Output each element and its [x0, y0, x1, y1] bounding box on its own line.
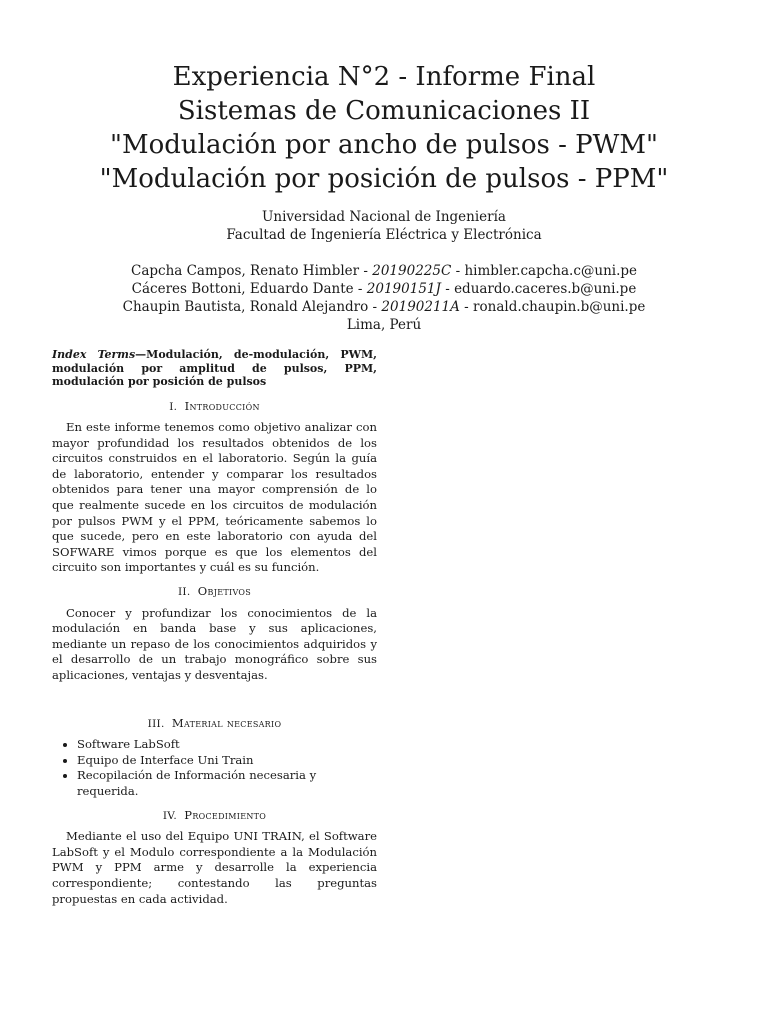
author-code: 20190151J: [366, 281, 441, 297]
section-title-initial: M: [171, 715, 184, 730]
section-heading-material: [52, 716, 377, 733]
objetivos-paragraph: Conocer y profundizar los conocimientos de la modulación en banda base y sus aplicaciones, mediante un repaso de los conocimientos adquiridos y el desarrollo de un trabajo monográfico sobre sus aplicaciones, ventajas y desventajas.: [52, 605, 377, 682]
author-list: [0, 262, 768, 334]
author-email[interactable]: ronald.chaupin.b@uni.pe: [473, 299, 646, 315]
list-item: • Recopilación de Información necesaria y requerida.: [77, 768, 377, 799]
author-name: Chaupin Bautista, Ronald Alejandro: [122, 299, 369, 315]
left-column: [52, 348, 377, 915]
procedimiento-paragraph: Mediante el uso del Equipo UNI TRAIN, el Software LabSoft y el Modulo correspondiente a la Modulación PWM y PPM arme y desarrolle la experiencia correspondiente; contestando las preguntas propuestas en cada actividad.: [52, 829, 377, 906]
section-heading-procedimiento: [52, 808, 377, 825]
author-line: Capcha Campos, Renato Himbler - 20190225C - himbler.capcha.c@uni.pe: [130, 263, 638, 279]
list-item: • Equipo de Interface Uni Train: [77, 753, 377, 769]
index-terms-label: Index Terms: [52, 348, 136, 361]
author-code: 20190225C: [372, 263, 452, 279]
list-item: • Software LabSoft: [77, 737, 377, 753]
index-terms-text: —Modulación, de-modulación, PWM, modulación por amplitud de pulsos, PPM, modulación por posición de pulsos: [52, 348, 377, 388]
author-line: Cáceres Bottoni, Eduardo Dante - 20190151J - eduardo.caceres.b@uni.pe: [131, 281, 637, 297]
section-title-rest: aterial necesario: [183, 715, 282, 730]
university-name: Universidad Nacional de Ingeniería: [262, 209, 506, 225]
author-email[interactable]: eduardo.caceres.b@uni.pe: [454, 281, 637, 297]
section-title-rest: rocedimiento: [192, 807, 267, 822]
section-heading-objetivos: [52, 584, 377, 601]
section-number: IV.: [162, 809, 177, 822]
author-name: Cáceres Bottoni, Eduardo Dante: [131, 281, 354, 297]
title-line-1: Experiencia N°2 - Informe Final: [172, 62, 596, 92]
author-name: Capcha Campos, Renato Himbler: [130, 263, 360, 279]
title-line-2: Sistemas de Comunicaciones II: [177, 96, 591, 126]
index-terms: [52, 348, 377, 389]
section-number: I.: [169, 400, 178, 413]
section-number: II.: [177, 586, 191, 599]
author-code: 20190211A: [381, 299, 460, 315]
affiliation: [0, 208, 768, 244]
section-spacer: [52, 692, 377, 710]
intro-paragraph: En este informe tenemos como objetivo analizar con mayor profundidad los resultados obtenidos de los circuitos construidos en el laboratorio. Según la guía de laboratorio, entender y comparar los resultados obtenidos para tener una mayor comprensión de lo que realmente sucede en los circuitos de modulación por pulsos PWM y el PPM, teóricamente sabemos lo que sucede, pero en este laboratorio con ayuda del SOFWARE vimos porque es que los elementos del circuito son importantes y cuál es su función.: [52, 420, 377, 575]
author-line: Chaupin Bautista, Ronald Alejandro - 20190211A - ronald.chaupin.b@uni.pe: [122, 299, 646, 315]
section-title-initial: P: [184, 807, 193, 822]
title-line-3: "Modulación por ancho de pulsos - PWM": [110, 130, 658, 160]
paper-title: [0, 60, 768, 196]
faculty-name: Facultad de Ingeniería Eléctrica y Electrónica: [226, 227, 542, 243]
author-email[interactable]: himbler.capcha.c@uni.pe: [464, 263, 638, 279]
section-number: III.: [147, 717, 165, 730]
material-list: [52, 737, 377, 799]
section-heading-intro: [52, 399, 377, 416]
section-title-initial: O: [197, 584, 208, 599]
section-title-initial: I: [184, 398, 190, 413]
section-title-rest: bjetivos: [207, 584, 252, 599]
location: Lima, Perú: [346, 317, 422, 333]
section-title-rest: ntroducción: [189, 398, 260, 413]
title-line-4: "Modulación por posición de pulsos - PPM": [99, 164, 669, 194]
